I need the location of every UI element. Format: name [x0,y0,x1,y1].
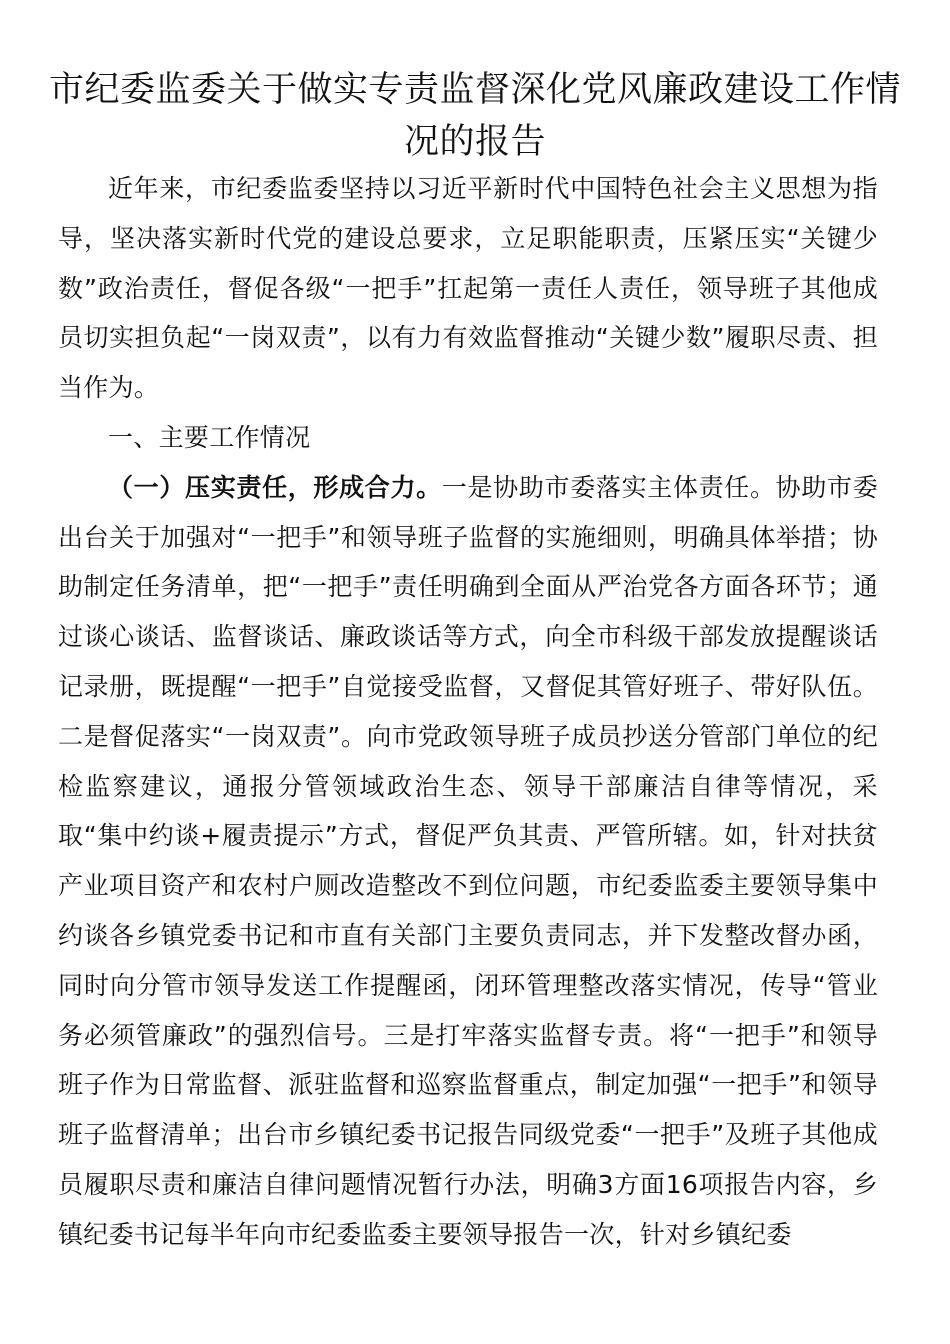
document-body [58,164,878,1260]
subsection-paragraph [58,463,878,1260]
intro-paragraph: 近年来，市纪委监委坚持以习近平新时代中国特色社会主义思想为指导，坚决落实新时代党的建设总要求，立足职能职责，压紧压实“关键少数”政治责任，督促各级“一把手”扛起第一责任人责任，领导班子其他成员切实担负起“一岗双责”，以有力有效监督推动“关键少数”履职尽责、担当作为。 [58,174,878,403]
section-heading: 一、主要工作情况 [108,422,311,452]
document-title: 市纪委监委关于做实专责监督深化党风廉政建设工作情况的报告 [48,70,901,162]
subsection-text: 一是协助市委落实主体责任。协助市委出台关于加强对“一把手”和领导班子监督的实施细则，明确具体举措；协助制定任务清单，把“一把手”责任明确到全面从严治党各方面各环节；通过谈心谈话、监督谈话、廉政谈话等方式，向全市科级干部发放提醒谈话记录册，既提醒“一把手”自觉接受监督，又督促其管好班子、带好队伍。二是督促落实“一岗双责”。向市党政领导班子成员抄送分管部门单位的纪检监察建议，通报分管领域政治生态、领导干部廉洁自律等情况，采取“集中约谈+履责提示”方式，督促严负其责、严管所辖。如，针对扶贫产业项目资产和农村户厕改造整改不到位问题，市纪委监委主要领导集中约谈各乡镇党委书记和市直有关部门主要负责同志，并下发整改督办函，同时向分管市领导发送工作提醒函，闭环管理整改落实情况，传导“管业务必须管廉政”的强烈信号。三是打牢落实监督专责。将“一把手”和领导班子作为日常监督、派驻监督和巡察监督重点，制定加强“一把手”和领导班子监督清单；出台市乡镇纪委书记报告同级党委“一把手”及班子其他成员履职尽责和廉洁自律问题情况暂行办法，明确3方面16项报告内容，乡镇纪委书记每半年向市纪委监委主要领导报告一次，针对乡镇纪委 [58,472,878,1249]
subsection-lead: （一）压实责任，形成合力。 [108,472,442,502]
